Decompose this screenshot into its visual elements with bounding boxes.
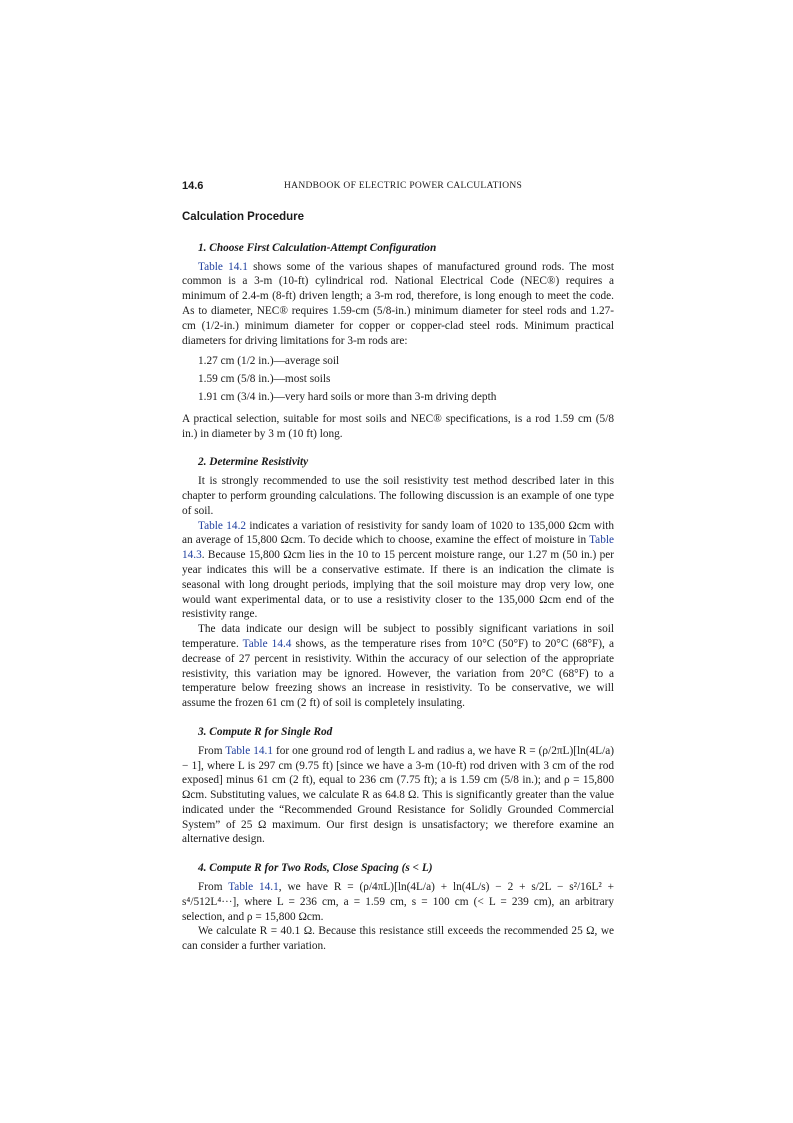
running-header (182, 180, 614, 196)
step-4-paragraph-1 (182, 880, 614, 924)
table-14-1-link[interactable]: Table 14.1 (228, 881, 279, 894)
list-item: 1.59 cm (5/8 in.)—most soils (198, 373, 331, 386)
step-4-paragraph-2: We calculate R = 40.1 Ω. Because this resistance still exceeds the recommended 25 Ω, we can consider a further variation. (182, 925, 614, 953)
step-1-paragraph-1-text: shows some of the various shapes of manufactured ground rods. The most common is a 3-m (10-ft) cylindrical rod. National Electrical Code (NEC®) requires a minimum of 2.4-m (8-ft) driven length; a 3-m rod, therefore, is long enough to meet the code. As to diameter, NEC® requires 1.59-cm (5/8-in.) minimum diameter for steel rods and 1.27-cm (1/2-in.) minimum diameter for copper or copper-clad steel rods. Minimum practical diameters for driving limitations for 3-m rods are: (182, 260, 614, 347)
step-2-paragraph-2-text-a: indicates a variation of resistivity for sandy loam of 1020 to 135,000 Ωcm with an average of 15,800 Ωcm. To decide which to choose, examine the effect of moisture in (182, 519, 614, 547)
list-item: 1.27 cm (1/2 in.)—average soil (198, 355, 340, 368)
table-14-2-link[interactable]: Table 14.2 (198, 519, 247, 532)
section-title: Calculation Procedure (182, 211, 305, 223)
step-3-paragraph-1-text-b: for one ground rod of length L and radius a, we have R = (ρ/2πL)[ln(4L/a) − 1], where L is 297 cm (9.75 ft) [since we have a 3-m (10-ft) rod driven with 3 cm of the rod exposed] minus 61 cm (2 ft), equal to 236 cm (7.75 ft); a is 1.59 cm (5/8 in.); and ρ = 15,800 Ωcm. Substituting values, we calculate R as 64.8 Ω. This is significantly greater than the value indicated under the “Recommended Ground Resistance for Solidly Grounded Commercial System” of 25 Ω maximum. Our first design is unsatisfactory; we therefore examine an alternative design. (182, 744, 614, 846)
list-item: 1.91 cm (3/4 in.)—very hard soils or more than 3-m driving depth (198, 390, 497, 403)
step-1-paragraph-2: A practical selection, suitable for most soils and NEC® specifications, is a rod 1.59 cm (5/8 in.) in diameter by 3 m (10 ft) long. (182, 412, 614, 440)
step-2-paragraph-2 (182, 519, 614, 623)
step-2-paragraph-1: It is strongly recommended to use the soil resistivity test method described later in this chapter to perform grounding calculations. The following discussion is an example of one type of soil. (182, 475, 614, 517)
step-2-paragraph-2-text-b: . Because 15,800 Ωcm lies in the 10 to 15 percent moisture range, our 1.27 m (50 in.) per year indicates this will be a conservative estimate. If there is an indication the climate is seasonal with long drought periods, implying that the soil moisture may drop very low, one would want experimental data, or to use a resistivity closer to the 135,000 Ωcm end of the resistivity range. (182, 549, 614, 621)
rod-diameter-list (198, 354, 614, 404)
step-3-paragraph-1-text-a: From (198, 744, 226, 757)
table-14-1-link[interactable]: Table 14.1 (198, 260, 248, 273)
step-1-paragraph-1 (182, 260, 614, 349)
step-4-paragraph-1-text-a: From (198, 881, 229, 894)
step-4-heading: 4. Compute R for Two Rods, Close Spacing (s < L) (198, 862, 433, 875)
step-2-heading: 2. Determine Resistivity (198, 456, 309, 469)
step-2-paragraph-3-text-b: shows, as the temperature rises from 10°C (50°F) to 20°C (68°F), a decrease of 27 percent in resistivity. Within the accuracy of our selection of the appropriate resistivity, this variation may be ignored. However, the variation from 20°C (68°F) to a temperature below freezing shows an increase in resistivity. To be conservative, we will assume the frozen 61 cm (2 ft) of soil is completely insulating. (182, 637, 614, 710)
step-4-paragraph-1-text-b: , we have R = (ρ/4πL)[ln(4L/a) + ln(4L/s) − 2 + s/2L − s²/16L² + s⁴/512L⁴···], where L = 236 cm, a = 1.59 cm, s = 100 cm (< L = 239 cm), an arbitrary selection, and ρ = 15,800 Ωcm. (182, 881, 614, 923)
running-title: HANDBOOK OF ELECTRIC POWER CALCULATIONS (284, 181, 523, 191)
step-2-paragraph-3-text-a: The data indicate our design will be subject to possibly significant variations in soil temperature. (182, 623, 614, 650)
step-3-heading: 3. Compute R for Single Rod (198, 725, 333, 738)
page-number: 14.6 (182, 180, 204, 192)
table-14-1-link[interactable]: Table 14.1 (225, 744, 273, 757)
table-14-4-link[interactable]: Table 14.4 (242, 637, 292, 650)
table-14-3-link[interactable]: Table 14.3 (182, 534, 614, 562)
page-body (182, 210, 614, 954)
step-2-paragraph-3 (182, 622, 614, 711)
step-1-heading: 1. Choose First Calculation-Attempt Configuration (198, 241, 437, 254)
step-3-paragraph-1 (182, 744, 614, 848)
